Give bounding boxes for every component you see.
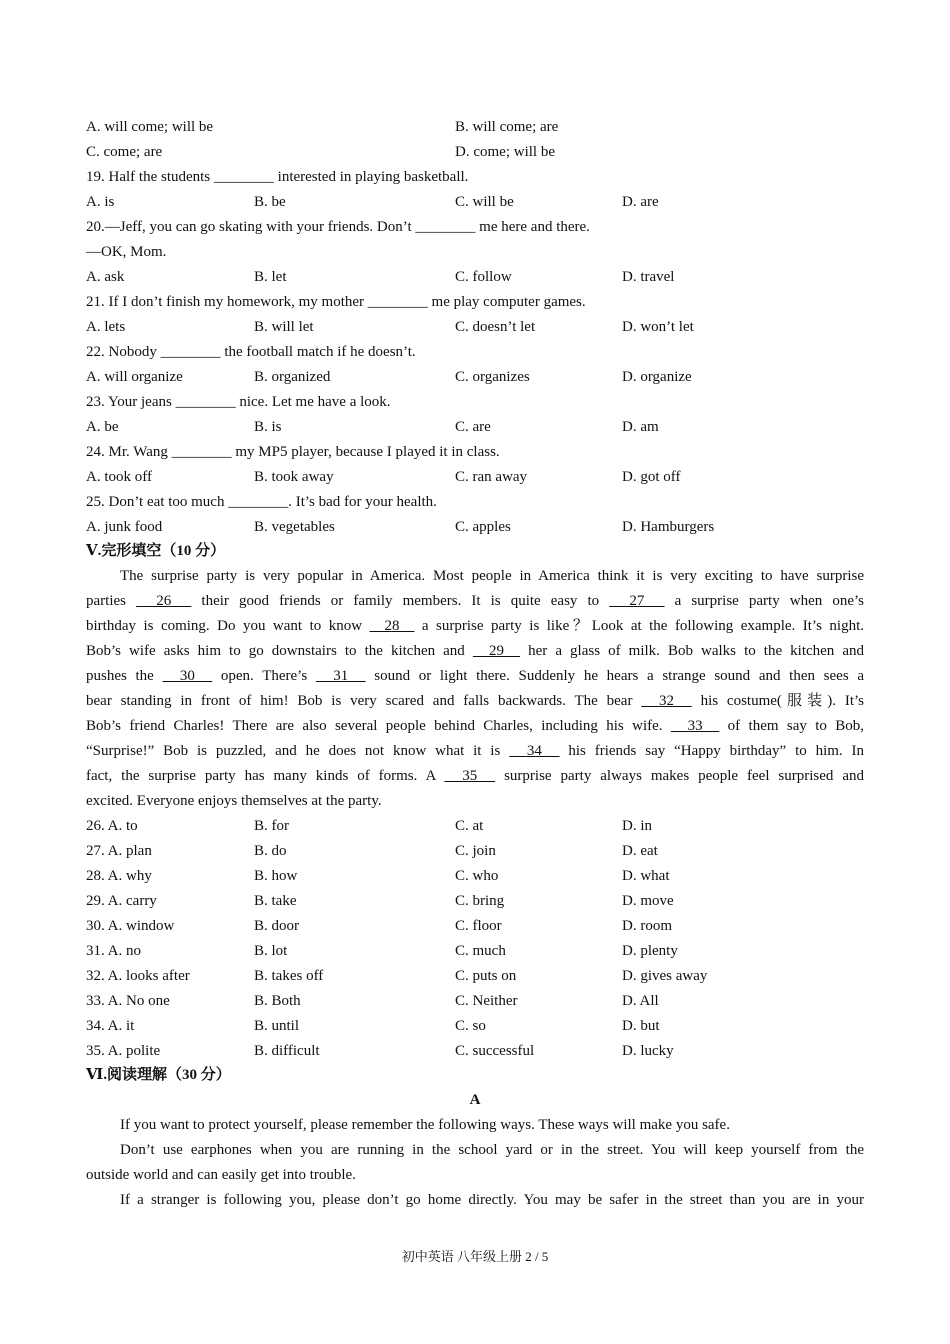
q18-option-c: C. come; are [86,144,163,160]
text: bear standing in front of him! Bob is very scared and falls backwards. The bear [86,693,642,709]
option-a: 35. A. polite [86,1043,161,1059]
option-a: 29. A. carry [86,893,157,909]
text: their good friends or family members. It is quite easy to [191,593,610,609]
option-d: D. travel [622,269,675,285]
question-stem: 22. Nobody ________ the football match if he doesn’t. [86,344,416,360]
option-d: D. Hamburgers [622,519,715,535]
option-b: B. takes off [254,968,324,984]
cloze-line [86,614,864,639]
option-d: D. lucky [622,1043,674,1059]
q18-option-d: D. come; will be [455,144,555,160]
option-d: D. move [622,893,674,909]
text: parties [86,593,137,609]
option-c: C. doesn’t let [455,319,536,335]
option-c: C. Neither [455,993,518,1009]
option-d: D. eat [622,843,658,859]
option-c: C. apples [455,519,511,535]
text: Bob’s friend Charles! There are also several people behind Charles, including his wife. [86,718,671,734]
text: surprise party always makes people feel surprised and [495,768,864,784]
question-stem: 24. Mr. Wang ________ my MP5 player, because I played it in class. [86,444,500,460]
blank-35: 35 [444,768,496,784]
option-b: B. how [254,868,298,884]
option-b: B. difficult [254,1043,320,1059]
option-c: C. join [455,843,496,859]
blank-30: 30 [162,668,213,684]
blank-32: 32 [641,693,692,709]
option-a: A. will organize [86,369,183,385]
option-b: B. let [254,269,287,285]
reading-paragraph: If a stranger is following you, please don’t go home directly. You may be safer in the street than you are in your [120,1192,864,1208]
option-d: D. are [622,194,659,210]
option-a: 31. A. no [86,943,142,959]
text: sound or light there. Suddenly he hears a strange sound and then sees a [365,668,864,684]
blank-27: 27 [609,593,665,609]
text: of them say to Bob, [719,718,865,734]
text: a surprise party when one’s [664,593,865,609]
section-heading-cloze: Ⅴ.完形填空（10 分） [86,543,226,559]
cloze-line [86,739,864,764]
cloze-line [86,664,864,689]
option-c: C. ran away [455,469,528,485]
section-heading-reading: Ⅵ.阅读理解（30 分） [86,1067,231,1083]
option-c: C. bring [455,893,505,909]
option-a: 28. A. why [86,868,152,884]
option-a: A. be [86,419,119,435]
option-a: 27. A. plan [86,843,152,859]
option-d: D. room [622,918,672,934]
text: The surprise party is very popular in America. Most people in America think it is very exciting to have surprise [120,568,864,584]
option-c: C. puts on [455,968,517,984]
cloze-line [86,764,864,789]
option-c: C. follow [455,269,512,285]
reading-paragraph: outside world and can easily get into trouble. [86,1167,356,1183]
option-d: D. plenty [622,943,678,959]
option-d: D. All [622,993,659,1009]
question-stem-reply: —OK, Mom. [86,244,167,260]
option-d: D. organize [622,369,692,385]
reading-paragraph: Don’t use earphones when you are running in the school yard or in the street. You will keep yourself from the [120,1142,864,1158]
option-b: B. Both [254,993,301,1009]
option-d: D. won’t let [622,319,694,335]
option-d: D. but [622,1018,660,1034]
blank-29: 29 [472,643,521,659]
blank-31: 31 [315,668,366,684]
cloze-line [86,689,864,714]
option-c: C. much [455,943,506,959]
question-stem: 19. Half the students ________ interested in playing basketball. [86,169,469,185]
option-d: D. in [622,818,652,834]
text: his friends say “Happy birthday” to him. In [559,743,865,759]
question-stem: 25. Don’t eat too much ________. It’s bad for your health. [86,494,437,510]
blank-26: 26 [136,593,192,609]
option-a: 34. A. it [86,1018,135,1034]
option-d: D. what [622,868,670,884]
option-a: 26. A. to [86,818,138,834]
option-b: B. is [254,419,282,435]
text: a surprise party is like？Look at the following example. It’s night. [414,618,865,634]
option-a: A. took off [86,469,152,485]
text: open. There’s [212,668,316,684]
option-c: C. are [455,419,491,435]
passage-label: A [469,1092,481,1108]
option-a: 33. A. No one [86,993,170,1009]
text: pushes the [86,668,163,684]
option-c: C. at [455,818,484,834]
question-stem: 21. If I don’t finish my homework, my mother ________ me play computer games. [86,294,586,310]
blank-34: 34 [509,743,560,759]
text: birthday is coming. Do you want to know [86,618,370,634]
option-a: A. ask [86,269,125,285]
option-b: B. took away [254,469,334,485]
option-c: C. who [455,868,499,884]
reading-paragraph: If you want to protect yourself, please remember the following ways. These ways will make you safe. [120,1117,730,1133]
blank-28: 28 [369,618,415,634]
text: fact, the surprise party has many kinds of forms. A [86,768,445,784]
text: his costume(服装). It’s [691,693,864,709]
option-d: D. am [622,419,659,435]
option-b: B. door [254,918,299,934]
option-d: D. gives away [622,968,708,984]
page-footer: 初中英语 八年级上册 2 / 5 [401,1249,549,1264]
option-c: C. so [455,1018,486,1034]
option-c: C. floor [455,918,502,934]
option-b: B. organized [254,369,331,385]
option-d: D. got off [622,469,681,485]
option-a: A. lets [86,319,126,335]
cloze-line [86,639,864,664]
option-a: 30. A. window [86,918,175,934]
option-b: B. for [254,818,289,834]
option-c: C. successful [455,1043,535,1059]
option-b: B. vegetables [254,519,335,535]
option-b: B. be [254,194,286,210]
option-b: B. until [254,1018,300,1034]
cloze-line [86,789,864,814]
q18-option-a: A. will come; will be [86,119,214,135]
option-a: A. junk food [86,519,163,535]
cloze-line [86,564,864,589]
option-a: A. is [86,194,115,210]
text: Bob’s wife asks him to go downstairs to the kitchen and [86,643,473,659]
text: excited. Everyone enjoys themselves at the party. [86,793,382,809]
option-b: B. do [254,843,287,859]
cloze-line [86,714,864,739]
question-stem: 23. Your jeans ________ nice. Let me have a look. [86,394,391,410]
option-b: B. lot [254,943,288,959]
option-c: C. will be [455,194,514,210]
text: her a glass of milk. Bob walks to the kitchen and [520,643,865,659]
question-stem: 20.—Jeff, you can go skating with your friends. Don’t ________ me here and there. [86,219,590,235]
option-b: B. will let [254,319,314,335]
text: “Surprise!” Bob is puzzled, and he does not know what it is [86,743,510,759]
option-c: C. organizes [455,369,530,385]
option-b: B. take [254,893,297,909]
q18-option-b: B. will come; are [455,119,559,135]
cloze-line [86,589,864,614]
blank-33: 33 [670,718,720,734]
option-a: 32. A. looks after [86,968,190,984]
